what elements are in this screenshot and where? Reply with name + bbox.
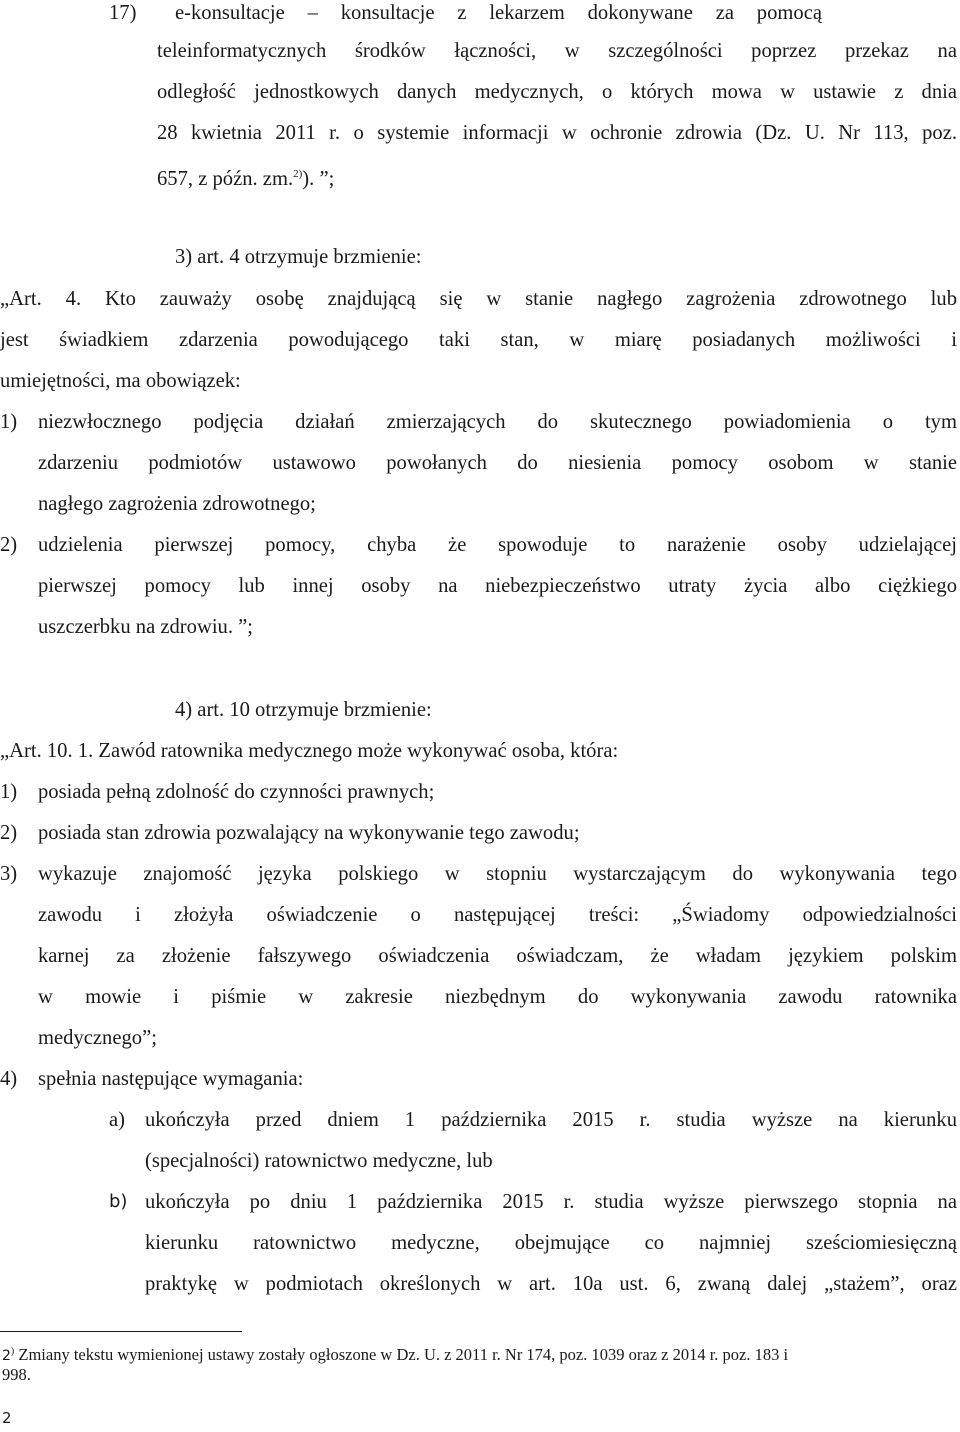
art-4-intro-line-3: umiejętności, ma obowiązek: [0,370,241,392]
art-4-point-1-line-3: nagłego zagrożenia zdrowotnego; [38,493,316,515]
footnote-separator [0,1331,242,1332]
art-10-point-2-line-1: posiada stan zdrowia pozwalający na wykonywanie tego zawodu; [38,822,580,844]
art-4-point-2-line-1: udzielenia pierwszej pomocy, chyba że spowoduje to narażenie osoby udzielającej [38,534,957,556]
item-17-line-2: teleinformatycznych środków łączności, w szczególności poprzez przekaz na [157,40,957,62]
item-17-line-5 [157,161,334,192]
item-17-line-1: e-konsultacje – konsultacje z lekarzem dokonywane za pomocą [175,2,822,24]
art-10-point-3-line-4: w mowie i piśmie w zakresie niezbędnym do wykonywania zawodu ratownika [38,986,957,1008]
art-10-point-3-line-5: medycznego”; [38,1027,157,1049]
amendment-3-header: 3) art. 4 otrzymuje brzmienie: [175,246,422,268]
subpoint-b-line-3: praktykę w podmiotach określonych w art. 10a ust. 6, zwaną dalej „stażem”, oraz [145,1273,957,1295]
art-4-intro-line-1: „Art. 4. Kto zauważy osobę znajdującą się w stanie nagłego zagrożenia zdrowotnego lub [0,288,957,310]
art-10-point-3-number: 3) [0,863,18,885]
art-4-intro-line-2: jest świadkiem zdarzenia powodującego taki stan, w miarę posiadanych możliwości i [0,329,957,351]
art-4-point-2-line-2: pierwszej pomocy lub innej osoby na niebezpieczeństwo utraty życia albo ciężkiego [38,575,957,597]
footnote-line-2: 998. [2,1365,31,1384]
art-10-point-1-line-1: posiada pełną zdolność do czynności prawnych; [38,781,435,803]
item-17-number: 17) [109,2,137,24]
item-17-line-5-end: ). ”; [302,168,335,190]
amendment-4-header: 4) art. 10 otrzymuje brzmienie: [175,699,432,721]
art-4-point-2-number: 2) [0,534,18,556]
art-4-point-2-line-3: uszczerbku na zdrowiu. ”; [38,616,253,638]
item-17-line-5-text: 657, z późn. zm. [157,168,294,190]
item-17-line-3: odległość jednostkowych danych medycznych, o których mowa w ustawie z dnia [157,81,957,103]
subpoint-a-letter: a) [109,1109,125,1131]
footnote-marker: 2 [2,1348,11,1364]
art-10-point-1-number: 1) [0,781,18,803]
subpoint-a-line-1: ukończyła przed dniem 1 października 2015 r. studia wyższe na kierunku [145,1109,957,1131]
subpoint-b-letter: b) [109,1191,128,1212]
art-10-point-4-number: 4) [0,1068,18,1090]
art-10-point-3-line-2: zawodu i złożyła oświadczenie o następującej treści: „Świadomy odpowiedzialności [38,904,957,926]
art-4-point-1-line-2: zdarzeniu podmiotów ustawowo powołanych do niesienia pomocy osobom w stanie [38,452,957,474]
art-10-point-3-line-3: karnej za złożenie fałszywego oświadczenia oświadczam, że władam językiem polskim [38,945,957,967]
art-10-point-2-number: 2) [0,822,18,844]
subpoint-b-line-1: ukończyła po dniu 1 października 2015 r. studia wyższe pierwszego stopnia na [145,1191,957,1213]
footnote-marker-sup: ) [10,1346,15,1357]
art-4-point-1-line-1: niezwłocznego podjęcia działań zmierzających do skutecznego powiadomienia o tym [38,411,957,433]
item-17-line-4: 28 kwietnia 2011 r. o systemie informacji w ochronie zdrowia (Dz. U. Nr 113, poz. [157,122,957,144]
art-10-point-4-line-1: spełnia następujące wymagania: [38,1068,304,1090]
page-number: 2 [2,1409,12,1427]
subpoint-b-line-2: kierunku ratownictwo medyczne, obejmujące co najmniej sześciomiesięczną [145,1232,957,1254]
footnote-line-1 [2,1341,788,1367]
art-10-point-3-line-1: wykazuje znajomość języka polskiego w stopniu wystarczającym do wykonywania tego [38,863,957,885]
footnote-reference: 2) [293,168,303,180]
art-4-point-1-number: 1) [0,411,18,433]
subpoint-a-line-2: (specjalności) ratownictwo medyczne, lub [145,1150,493,1172]
footnote-text-1: Zmiany tekstu wymienionej ustawy zostały ogłoszone w Dz. U. z 2011 r. Nr 174, poz. 1039 oraz z 2014 r. poz. 183 i [14,1345,789,1364]
art-10-intro-line: „Art. 10. 1. Zawód ratownika medycznego może wykonywać osoba, która: [0,740,619,762]
